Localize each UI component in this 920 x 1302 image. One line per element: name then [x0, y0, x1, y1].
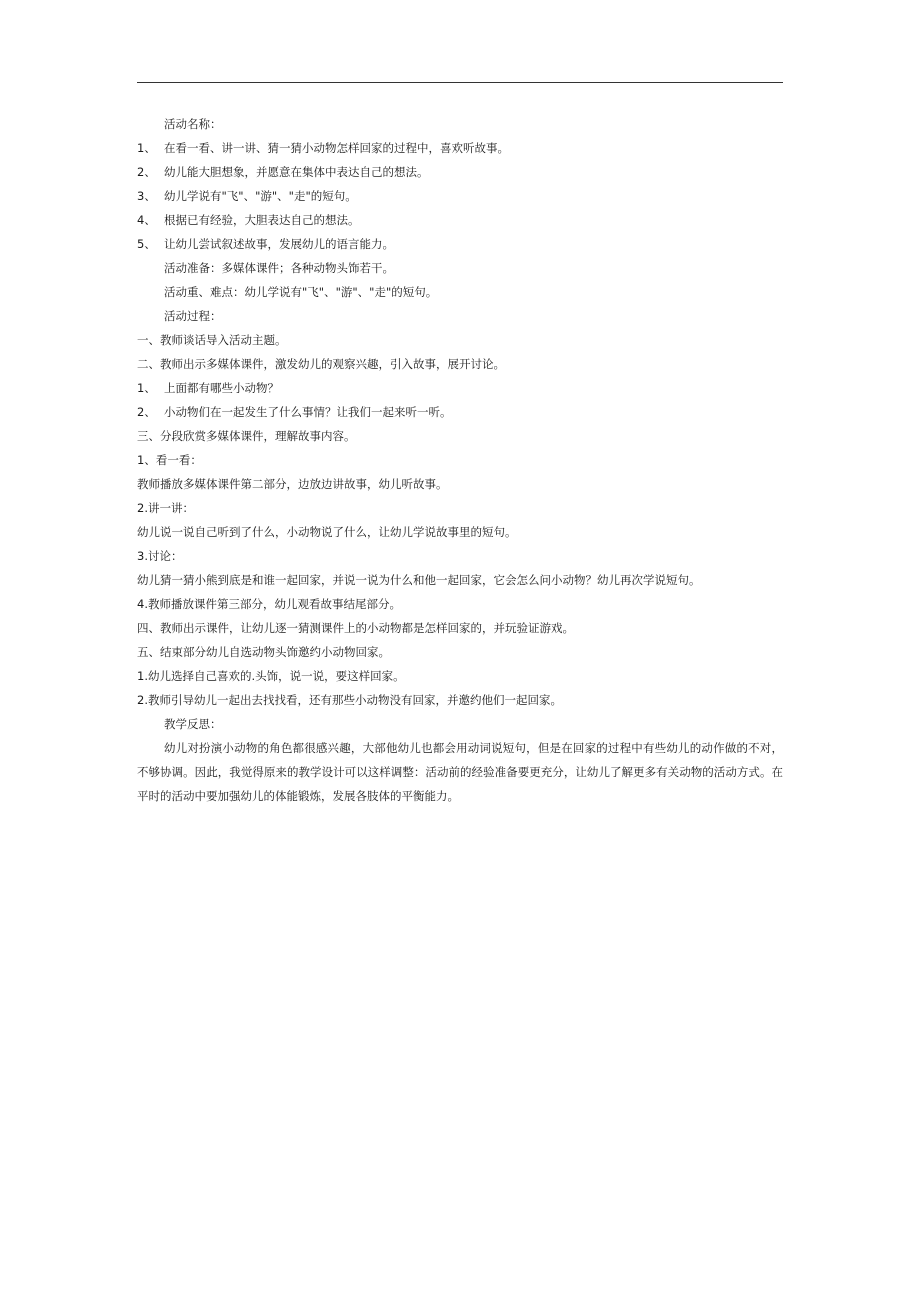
process-step: 1、看一看：	[137, 453, 202, 467]
objective-text: 让幼儿尝试叙述故事，发展幼儿的语言能力。	[164, 237, 394, 251]
objective-item	[137, 232, 783, 256]
document-body	[137, 112, 783, 808]
activity-process-heading: 活动过程：	[164, 309, 222, 323]
process-step: 1.幼儿选择自己喜欢的.头饰，说一说，要这样回家。	[137, 669, 405, 683]
substep-number: 1、	[137, 381, 156, 395]
objective-text: 在看一看、讲一讲、猜一猜小动物怎样回家的过程中，喜欢听故事。	[164, 141, 509, 155]
process-step: 五、结束部分幼儿自选动物头饰邀约小动物回家。	[137, 645, 390, 659]
objective-text: 幼儿能大胆想象，并愿意在集体中表达自己的想法。	[164, 165, 429, 179]
process-step: 二、教师出示多媒体课件，激发幼儿的观察兴趣，引入故事，展开讨论。	[137, 357, 505, 371]
objective-text: 幼儿学说有"飞"、"游"、"走"的短句。	[164, 189, 357, 203]
objective-number: 3、	[137, 189, 156, 203]
activity-preparation: 活动准备：多媒体课件；各种动物头饰若干。	[164, 261, 394, 275]
process-step: 幼儿猜一猜小熊到底是和谁一起回家，并说一说为什么和他一起回家，它会怎么问小动物？幼儿再次学说短句。	[137, 573, 701, 587]
reflection-paragraph: 幼儿对扮演小动物的角色都很感兴趣，大部他幼儿也都会用动词说短句，但是在回家的过程中有些幼儿的动作做的不对，不够协调。因此，我觉得原来的教学设计可以这样调整：活动前的经验准备要更充分，让幼儿了解更多有关动物的活动方式。在平时的活动中要加强幼儿的体能锻炼，发展各肢体的平衡能力。	[137, 741, 783, 803]
objective-item	[137, 160, 783, 184]
substep-number: 2、	[137, 405, 156, 419]
substep-text: 小动物们在一起发生了什么事情？让我们一起来听一听。	[164, 405, 452, 419]
process-substep	[137, 400, 783, 424]
objective-number: 4、	[137, 213, 156, 227]
objective-item	[137, 136, 783, 160]
process-step: 幼儿说一说自己听到了什么，小动物说了什么，让幼儿学说故事里的短句。	[137, 525, 517, 539]
objective-number: 5、	[137, 237, 156, 251]
process-step: 2.讲一讲：	[137, 501, 194, 515]
process-step: 三、分段欣赏多媒体课件，理解故事内容。	[137, 429, 356, 443]
objective-item	[137, 184, 783, 208]
process-step: 2.教师引导幼儿一起出去找找看，还有那些小动物没有回家，并邀约他们一起回家。	[137, 693, 562, 707]
objective-item	[137, 208, 783, 232]
reflection-heading: 教学反思：	[164, 717, 222, 731]
process-step: 一、教师谈话导入活动主题。	[137, 333, 287, 347]
process-substep	[137, 376, 783, 400]
header-rule	[137, 82, 783, 83]
process-step: 教师播放多媒体课件第二部分，边放边讲故事，幼儿听故事。	[137, 477, 448, 491]
process-step: 3.讨论：	[137, 549, 183, 563]
objective-number: 2、	[137, 165, 156, 179]
substep-text: 上面都有哪些小动物？	[164, 381, 279, 395]
objectives-list	[137, 136, 783, 256]
objective-number: 1、	[137, 141, 156, 155]
activity-name-heading: 活动名称：	[164, 117, 222, 131]
process-step: 四、教师出示课件，让幼儿逐一猜测课件上的小动物都是怎样回家的，并玩验证游戏。	[137, 621, 574, 635]
process-list	[137, 328, 783, 712]
process-step: 4.教师播放课件第三部分，幼儿观看故事结尾部分。	[137, 597, 401, 611]
objective-text: 根据已有经验，大胆表达自己的想法。	[164, 213, 360, 227]
activity-key-points: 活动重、难点：幼儿学说有"飞"、"游"、"走"的短句。	[164, 285, 438, 299]
